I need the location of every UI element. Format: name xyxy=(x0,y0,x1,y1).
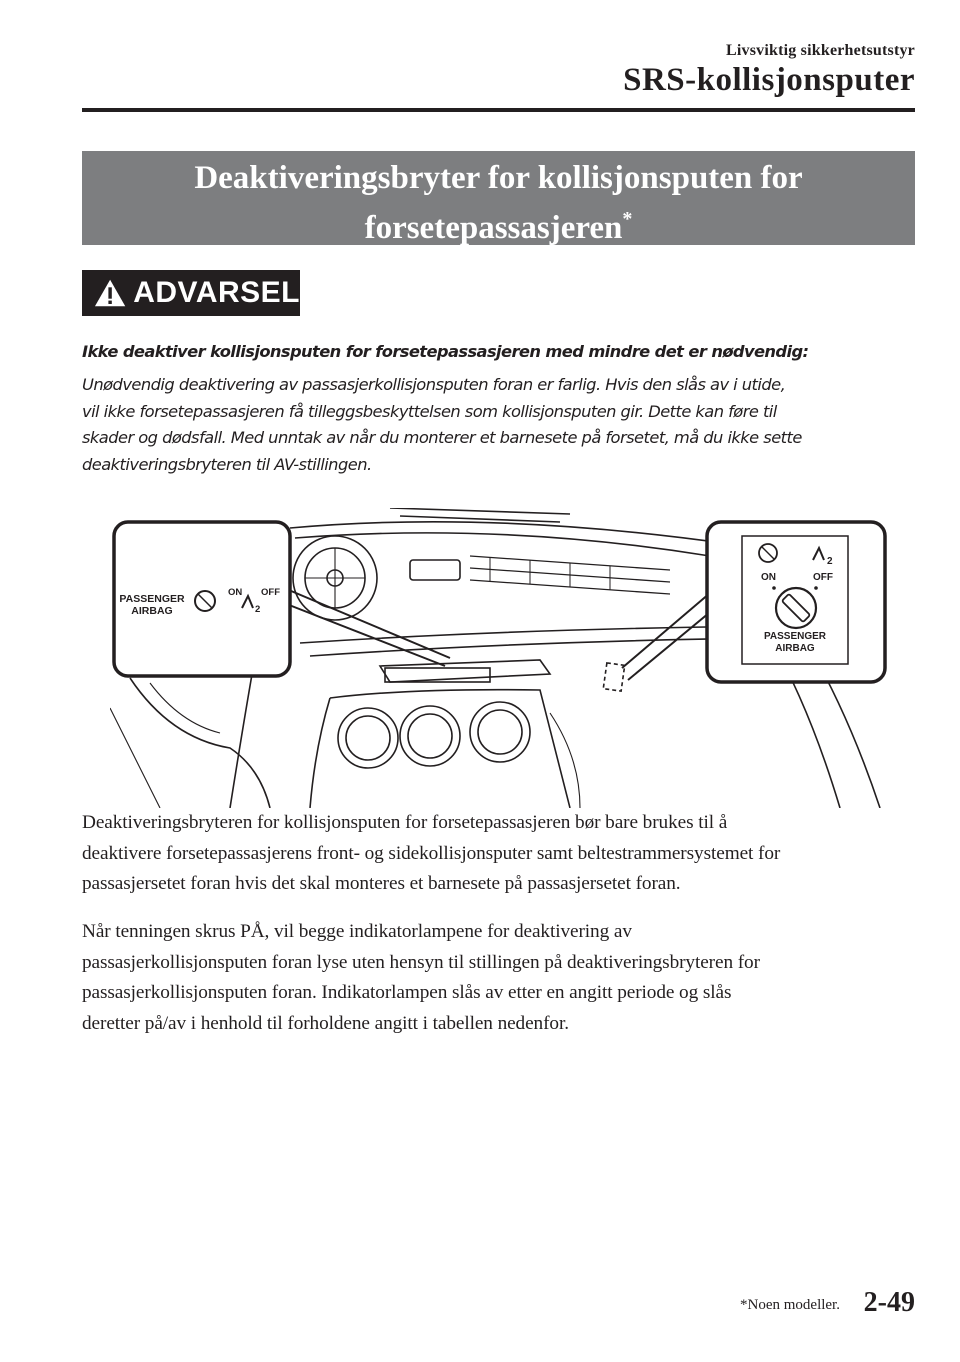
left-switch-callout xyxy=(114,522,290,676)
callout-number: 2 xyxy=(827,556,833,567)
paragraph-line: passasjerkollisjonsputen foran lyse uten hensyn til stillingen på deaktiveringsbryteren for xyxy=(82,951,760,973)
right-switch-callout xyxy=(707,522,885,682)
paragraph xyxy=(82,917,932,1039)
page-number: 2-49 xyxy=(863,1287,915,1318)
asterisk-marker: * xyxy=(622,208,633,230)
paragraph-line: passasjersetet foran hvis det skal monteres et barnesete på passasjersetet foran. xyxy=(82,873,681,894)
warning-badge xyxy=(82,270,300,316)
callout-off-label: OFF xyxy=(813,572,833,583)
page-title: SRS-kollisjonsputer xyxy=(623,62,915,98)
section-heading-line1: Deaktiveringsbryter for kollisjonsputen for xyxy=(194,160,803,196)
warning-line: deaktiveringsbryteren til AV-stillingen. xyxy=(82,454,372,474)
paragraph-line: deretter på/av i henhold til forholdene angitt i tabellen nedenfor. xyxy=(82,1012,569,1034)
climate-knobs xyxy=(338,702,530,768)
footnote: *Noen modeller. xyxy=(740,1297,840,1313)
callout-label-airbag: AIRBAG xyxy=(131,605,173,617)
warning-text xyxy=(82,372,922,478)
callout-on-label: ON xyxy=(761,572,776,583)
paragraph xyxy=(82,808,932,900)
paragraph-line: passasjerkollisjonsputen foran. Indikatorlampen slås av etter en angitt periode og slås xyxy=(82,982,732,1003)
paragraph-line: deaktivere forsetepassasjerens front- og sidekollisjonsputer samt beltestrammersystemet for xyxy=(82,842,781,864)
callout-label-passenger: PASSENGER xyxy=(763,631,827,642)
section-heading xyxy=(82,151,915,245)
dashboard-illustration xyxy=(110,508,890,808)
callout-off-label: OFF xyxy=(261,587,280,598)
header-divider xyxy=(82,108,915,112)
warning-line: Unødvendig deaktivering av passasjerkollisjonsputen foran er farlig. Hvis den slås av i utide, xyxy=(82,375,786,394)
section-heading-line2: forsetepassasjeren* xyxy=(364,208,633,246)
callout-on-label: ON xyxy=(228,587,243,598)
callout-label-airbag: AIRBAG xyxy=(775,643,815,654)
warning-triangle-icon xyxy=(94,278,126,308)
paragraph-line: Når tenningen skrus PÅ, vil begge indikatorlampene for deaktivering av xyxy=(82,921,632,942)
warning-heading: Ikke deaktiver kollisjonsputen for forsetepassasjeren med mindre det er nødvendig: xyxy=(82,342,809,361)
warning-line: vil ikke forsetepassasjeren få tilleggsbeskyttelsen som kollisjonsputen gir. Dette kan føre til xyxy=(82,401,777,421)
paragraph-line: Deaktiveringsbryteren for kollisjonsputen for forsetepassasjeren bør bare brukes til å xyxy=(82,812,728,833)
callout-label-passenger: PASSENGER xyxy=(119,593,185,605)
chapter-title: Livsviktig sikkerhetsutstyr xyxy=(726,42,915,59)
callout-number: 2 xyxy=(255,604,261,615)
warning-line: skader og dødsfall. Med unntak av når du monterer et barnesete på forsetet, må du ikke sette xyxy=(82,428,802,447)
warning-label: ADVARSEL xyxy=(133,276,300,309)
